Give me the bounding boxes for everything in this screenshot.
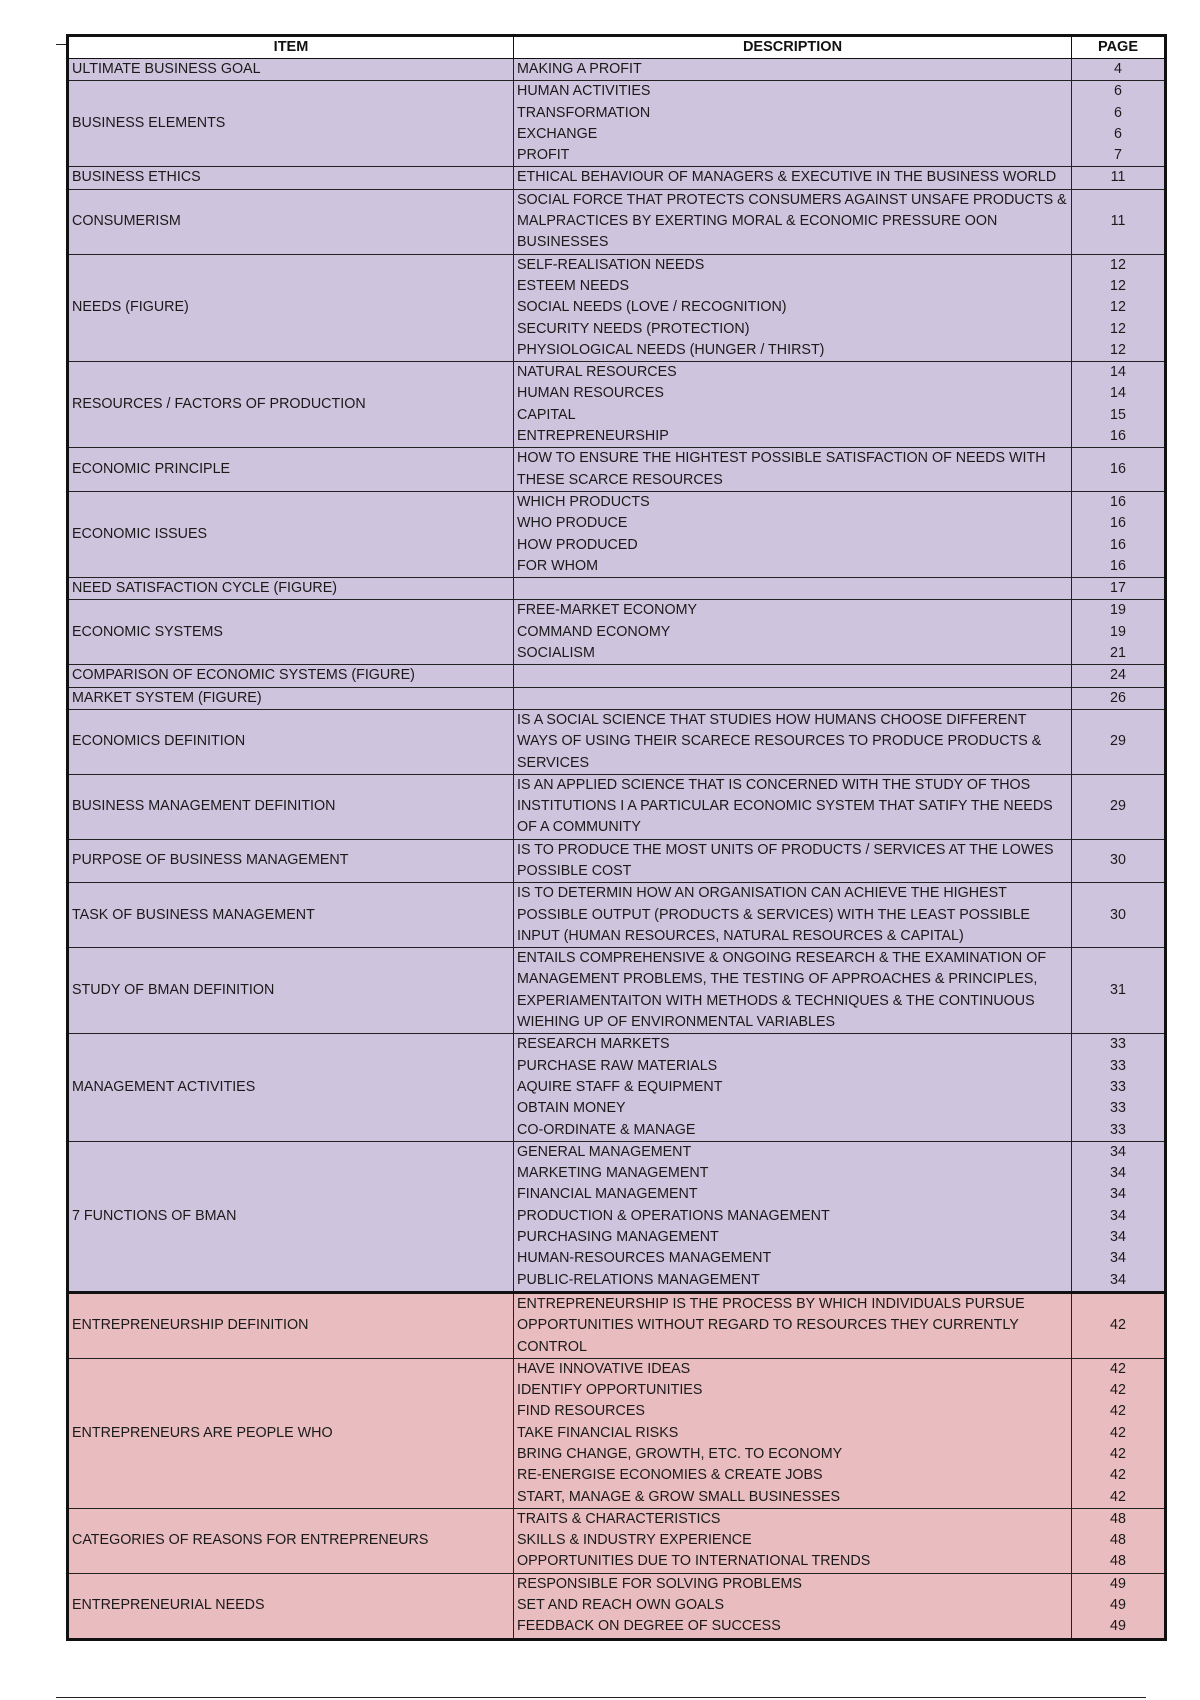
table-row: [68, 687, 1166, 709]
page-cell: [1072, 839, 1166, 883]
page-cell: [1072, 189, 1166, 254]
item-cell: ECONOMIC ISSUES: [68, 491, 514, 577]
description-line: PHYSIOLOGICAL NEEDS (HUNGER / THIRST): [517, 341, 825, 358]
description-line: HOW TO ENSURE THE HIGHTEST POSSIBLE SATISFACTION OF NEEDS WITH: [517, 450, 1046, 467]
description-cell: [514, 1034, 1072, 1141]
description-line: INPUT (HUMAN RESOURCES, NATURAL RESOURCES & CAPITAL): [517, 927, 964, 944]
description-cell: [514, 254, 1072, 361]
page-bottom-rule: [56, 1697, 1146, 1698]
page-number: 4: [1114, 61, 1122, 77]
table-row: [68, 189, 1166, 254]
page-number: 6: [1114, 125, 1122, 142]
description-line: WHO PRODUCE: [517, 515, 628, 532]
description-cell: [514, 59, 1072, 81]
description-cell: [514, 81, 1072, 167]
page-number: 14: [1110, 385, 1126, 402]
item-cell: ULTIMATE BUSINESS GOAL: [68, 59, 514, 81]
description-line: MARKETING MANAGEMENT: [517, 1165, 709, 1182]
item-cell: STUDY OF BMAN DEFINITION: [68, 948, 514, 1034]
page-number: 16: [1110, 460, 1126, 477]
page-cell: [1072, 1573, 1166, 1639]
description-line: IS AN APPLIED SCIENCE THAT IS CONCERNED WITH THE STUDY OF THOS: [517, 776, 1031, 793]
table-body: [68, 59, 1166, 1640]
page-number: 33: [1110, 1100, 1126, 1117]
page-cell: [1072, 448, 1166, 492]
description-cell: [514, 362, 1072, 448]
description-line: EXCHANGE: [517, 125, 598, 142]
page-cell: [1072, 1358, 1166, 1508]
page-number: 34: [1110, 1250, 1126, 1267]
description-line: TRAITS & CHARACTERISTICS: [517, 1510, 721, 1527]
description-line: PRODUCTION & OPERATIONS MANAGEMENT: [517, 1207, 830, 1224]
description-line: RE-ENERGISE ECONOMIES & CREATE JOBS: [517, 1467, 823, 1484]
item-cell: RESOURCES / FACTORS OF PRODUCTION: [68, 362, 514, 448]
page-number: 6: [1114, 104, 1122, 121]
table-row: [68, 167, 1166, 189]
page-number: 34: [1110, 1229, 1126, 1246]
page-number: 42: [1110, 1446, 1126, 1462]
page-number: 19: [1110, 623, 1126, 640]
page-cell: [1072, 1292, 1166, 1358]
description-cell: [514, 687, 1072, 709]
table-row: [68, 600, 1166, 665]
description-line: ENTREPRENEURSHIP IS THE PROCESS BY WHICH INDIVIDUALS PURSUE: [517, 1295, 1025, 1312]
description-line: ENTREPRENEURSHIP: [517, 428, 669, 445]
description-line: COMMAND ECONOMY: [517, 623, 671, 640]
page-number: 30: [1110, 852, 1126, 869]
page-number: 48: [1110, 1532, 1126, 1549]
description-line: RESEARCH MARKETS: [517, 1036, 670, 1053]
description-line: SERVICES: [517, 754, 590, 771]
description-cell: [514, 774, 1072, 839]
description-line: ENTAILS COMPREHENSIVE & ONGOING RESEARCH & THE EXAMINATION OF: [517, 950, 1047, 967]
page-number: 48: [1110, 1510, 1126, 1527]
description-line: HUMAN ACTIVITIES: [517, 83, 651, 100]
item-cell: ENTREPRENEURIAL NEEDS: [68, 1573, 514, 1639]
description-line: EXPERIAMENTAITON WITH METHODS & TECHNIQUES & THE CONTINUOUS: [517, 992, 1035, 1009]
page-number: 42: [1110, 1488, 1126, 1505]
description-line: HUMAN-RESOURCES MANAGEMENT: [517, 1250, 772, 1267]
description-empty: [517, 689, 1068, 707]
item-cell: COMPARISON OF ECONOMIC SYSTEMS (FIGURE): [68, 665, 514, 687]
description-line: OBTAIN MONEY: [517, 1100, 626, 1117]
page-number: 14: [1110, 364, 1126, 381]
description-line: HUMAN RESOURCES: [517, 385, 664, 402]
page-cell: [1072, 59, 1166, 81]
item-cell: PURPOSE OF BUSINESS MANAGEMENT: [68, 839, 514, 883]
description-line: SOCIALISM: [517, 645, 595, 662]
page-cell: [1072, 774, 1166, 839]
description-line: BRING CHANGE, GROWTH, ETC. TO ECONOMY: [517, 1446, 843, 1462]
description-cell: [514, 167, 1072, 189]
header-item: ITEM: [68, 36, 514, 59]
page-number: 42: [1110, 1317, 1126, 1334]
description-line: CAPITAL: [517, 406, 576, 423]
page-number: 16: [1110, 515, 1126, 532]
item-cell: ECONOMICS DEFINITION: [68, 709, 514, 774]
table-row: [68, 1573, 1166, 1639]
page-number: 21: [1110, 645, 1126, 662]
description-cell: [514, 1141, 1072, 1292]
page-number: 12: [1110, 277, 1126, 294]
page-cell: [1072, 167, 1166, 189]
page-cell: [1072, 600, 1166, 665]
page-number: 11: [1110, 213, 1126, 230]
page-number: 49: [1110, 1575, 1126, 1592]
page-number: 6: [1114, 83, 1122, 100]
description-line: IS A SOCIAL SCIENCE THAT STUDIES HOW HUMANS CHOOSE DIFFERENT: [517, 711, 1027, 728]
page-cell: [1072, 254, 1166, 361]
page-cell: [1072, 948, 1166, 1034]
page-number: 33: [1110, 1121, 1126, 1138]
table-row: [68, 774, 1166, 839]
description-line: FINANCIAL MANAGEMENT: [517, 1186, 698, 1203]
page-cell: [1072, 883, 1166, 948]
page-number: 30: [1110, 906, 1126, 923]
description-line: RESPONSIBLE FOR SOLVING PROBLEMS: [517, 1575, 802, 1592]
page-number: 7: [1114, 147, 1122, 164]
table-row: [68, 665, 1166, 687]
description-line: GENERAL MANAGEMENT: [517, 1143, 692, 1160]
description-line: MALPRACTICES BY EXERTING MORAL & ECONOMIC PRESSURE OON: [517, 213, 998, 230]
description-line: WIEHING UP OF ENVIRONMENTAL VARIABLES: [517, 1014, 836, 1031]
item-cell: ECONOMIC PRINCIPLE: [68, 448, 514, 492]
page-number: 34: [1110, 1271, 1126, 1288]
description-line: OPPORTUNITIES WITHOUT REGARD TO RESOURCES THEY CURRENTLY: [517, 1317, 1019, 1334]
description-line: HAVE INNOVATIVE IDEAS: [517, 1360, 691, 1377]
page-cell: [1072, 81, 1166, 167]
table-row: [68, 1358, 1166, 1508]
table-row: [68, 883, 1166, 948]
description-line: OPPORTUNITIES DUE TO INTERNATIONAL TRENDS: [517, 1553, 871, 1570]
table-row: [68, 491, 1166, 577]
description-line: ETHICAL BEHAVIOUR OF MANAGERS & EXECUTIVE IN THE BUSINESS WORLD: [517, 169, 1057, 186]
description-line: SOCIAL NEEDS (LOVE / RECOGNITION): [517, 299, 787, 316]
header-description: DESCRIPTION: [514, 36, 1072, 59]
table-row: [68, 59, 1166, 81]
description-line: CONTROL: [517, 1338, 587, 1355]
description-line: OF A COMMUNITY: [517, 819, 641, 836]
description-cell: [514, 600, 1072, 665]
description-line: TAKE FINANCIAL RISKS: [517, 1424, 679, 1441]
page-number: 12: [1110, 256, 1126, 273]
page-number: 42: [1110, 1467, 1126, 1484]
page-number: 19: [1110, 602, 1126, 619]
page-cell: [1072, 665, 1166, 687]
page-number: 42: [1110, 1382, 1126, 1399]
page-number: 12: [1110, 299, 1126, 316]
description-cell: [514, 1292, 1072, 1358]
description-empty: [517, 580, 1068, 598]
page-number: 34: [1110, 1143, 1126, 1160]
description-line: SELF-REALISATION NEEDS: [517, 256, 705, 273]
page-number: 34: [1110, 1165, 1126, 1182]
description-line: PURCHASE RAW MATERIALS: [517, 1057, 718, 1074]
page-number: 49: [1110, 1597, 1126, 1614]
description-line: FOR WHOM: [517, 557, 598, 574]
description-line: HOW PRODUCED: [517, 536, 638, 553]
description-line: INSTITUTIONS I A PARTICULAR ECONOMIC SYSTEM THAT SATIFY THE NEEDS: [517, 798, 1053, 815]
page-cell: [1072, 578, 1166, 600]
description-line: PUBLIC-RELATIONS MANAGEMENT: [517, 1271, 760, 1288]
table-row: [68, 1292, 1166, 1358]
page-number: 29: [1110, 733, 1126, 750]
item-cell: CATEGORIES OF REASONS FOR ENTREPRENEURS: [68, 1508, 514, 1573]
item-cell: BUSINESS ELEMENTS: [68, 81, 514, 167]
description-cell: [514, 948, 1072, 1034]
item-cell: BUSINESS MANAGEMENT DEFINITION: [68, 774, 514, 839]
page-number: 15: [1110, 406, 1126, 423]
page-number: 49: [1110, 1618, 1126, 1635]
page-number: 34: [1110, 1207, 1126, 1224]
page-number: 12: [1110, 341, 1126, 358]
description-cell: [514, 1573, 1072, 1639]
item-cell: ENTREPRENEURS ARE PEOPLE WHO: [68, 1358, 514, 1508]
index-table: [66, 34, 1167, 1641]
item-cell: TASK OF BUSINESS MANAGEMENT: [68, 883, 514, 948]
description-line: FREE-MARKET ECONOMY: [517, 602, 698, 619]
page-number: 12: [1110, 320, 1126, 337]
item-cell: MARKET SYSTEM (FIGURE): [68, 687, 514, 709]
description-line: ESTEEM NEEDS: [517, 277, 630, 294]
page-number: 24: [1110, 667, 1126, 684]
description-line: SKILLS & INDUSTRY EXPERIENCE: [517, 1532, 752, 1549]
table-row: [68, 81, 1166, 167]
description-line: SECURITY NEEDS (PROTECTION): [517, 320, 750, 337]
page-number: 11: [1110, 169, 1126, 186]
table-row: [68, 578, 1166, 600]
item-cell: NEED SATISFACTION CYCLE (FIGURE): [68, 578, 514, 600]
description-line: PROFIT: [517, 147, 570, 164]
table-row: [68, 839, 1166, 883]
item-cell: ECONOMIC SYSTEMS: [68, 600, 514, 665]
table-row: [68, 948, 1166, 1034]
item-cell: CONSUMERISM: [68, 189, 514, 254]
page-number: 42: [1110, 1403, 1126, 1420]
page-cell: [1072, 709, 1166, 774]
description-line: THESE SCARCE RESOURCES: [517, 471, 723, 488]
page-number: 31: [1110, 982, 1126, 999]
description-cell: [514, 883, 1072, 948]
description-line: PURCHASING MANAGEMENT: [517, 1229, 719, 1246]
description-cell: [514, 1358, 1072, 1508]
description-cell: [514, 839, 1072, 883]
description-line: IS TO DETERMIN HOW AN ORGANISATION CAN ACHIEVE THE HIGHEST: [517, 885, 1007, 902]
page-number: 16: [1110, 493, 1126, 510]
item-cell: BUSINESS ETHICS: [68, 167, 514, 189]
description-line: FIND RESOURCES: [517, 1403, 645, 1420]
description-line: POSSIBLE COST: [517, 862, 632, 879]
page-number: 33: [1110, 1036, 1126, 1053]
description-line: MANAGEMENT PROBLEMS, THE TESTING OF APPROACHES & PRINCIPLES,: [517, 971, 1038, 988]
page-cell: [1072, 1034, 1166, 1141]
table-row: [68, 1034, 1166, 1141]
table-header-row: [68, 36, 1166, 59]
item-cell: NEEDS (FIGURE): [68, 254, 514, 361]
description-empty: [517, 667, 1068, 685]
left-margin-tick: [56, 44, 66, 45]
item-cell: MANAGEMENT ACTIVITIES: [68, 1034, 514, 1141]
page-cell: [1072, 491, 1166, 577]
page-number: 16: [1110, 557, 1126, 574]
page-number: 26: [1110, 689, 1126, 706]
page-cell: [1072, 362, 1166, 448]
description-line: TRANSFORMATION: [517, 104, 651, 121]
page-number: 16: [1110, 536, 1126, 553]
page-cell: [1072, 1141, 1166, 1292]
description-cell: [514, 448, 1072, 492]
description-line: AQUIRE STAFF & EQUIPMENT: [517, 1078, 723, 1095]
page-number: 33: [1110, 1078, 1126, 1095]
description-cell: [514, 491, 1072, 577]
header-page: PAGE: [1072, 36, 1166, 59]
page-number: 42: [1110, 1424, 1126, 1441]
description-line: START, MANAGE & GROW SMALL BUSINESSES: [517, 1488, 841, 1505]
table-row: [68, 1508, 1166, 1573]
description-cell: [514, 1508, 1072, 1573]
page-number: 16: [1110, 428, 1126, 445]
page-number: 29: [1110, 798, 1126, 815]
description-line: CO-ORDINATE & MANAGE: [517, 1121, 696, 1138]
description-cell: [514, 665, 1072, 687]
table-row: [68, 448, 1166, 492]
description-line: SOCIAL FORCE THAT PROTECTS CONSUMERS AGAINST UNSAFE PRODUCTS &: [517, 191, 1067, 208]
description-line: BUSINESSES: [517, 234, 609, 251]
description-line: FEEDBACK ON DEGREE OF SUCCESS: [517, 1618, 781, 1635]
description-line: IDENTIFY OPPORTUNITIES: [517, 1382, 703, 1399]
description-cell: [514, 709, 1072, 774]
page-number: 34: [1110, 1186, 1126, 1203]
table-row: [68, 1141, 1166, 1292]
description-line: MAKING A PROFIT: [517, 61, 642, 77]
page-number: 33: [1110, 1057, 1126, 1074]
description-line: WAYS OF USING THEIR SCARECE RESOURCES TO PRODUCE PRODUCTS &: [517, 733, 1042, 750]
page-cell: [1072, 1508, 1166, 1573]
description-cell: [514, 578, 1072, 600]
table-row: [68, 709, 1166, 774]
description-line: NATURAL RESOURCES: [517, 364, 677, 381]
description-line: IS TO PRODUCE THE MOST UNITS OF PRODUCTS / SERVICES AT THE LOWES: [517, 841, 1054, 858]
table-row: [68, 254, 1166, 361]
page-number: 17: [1110, 580, 1126, 597]
table-row: [68, 362, 1166, 448]
description-line: WHICH PRODUCTS: [517, 493, 650, 510]
page-number: 42: [1110, 1360, 1126, 1377]
description-line: POSSIBLE OUTPUT (PRODUCTS & SERVICES) WITH THE LEAST POSSIBLE: [517, 906, 1030, 923]
page-number: 48: [1110, 1553, 1126, 1570]
item-cell: ENTREPRENEURSHIP DEFINITION: [68, 1292, 514, 1358]
description-line: SET AND REACH OWN GOALS: [517, 1597, 725, 1614]
description-cell: [514, 189, 1072, 254]
item-cell: 7 FUNCTIONS OF BMAN: [68, 1141, 514, 1292]
page-cell: [1072, 687, 1166, 709]
